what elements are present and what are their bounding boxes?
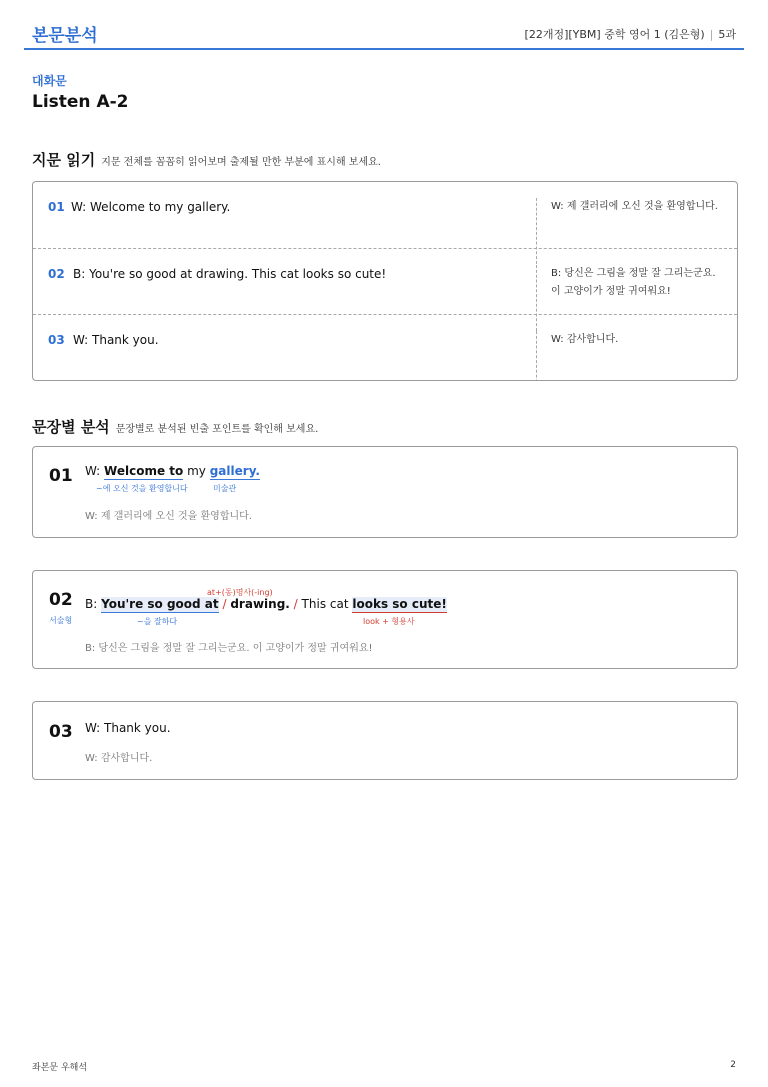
- sentence-box-01: [32, 446, 738, 538]
- sentence-number: 01: [49, 466, 73, 486]
- speaker: B:: [85, 597, 98, 611]
- korean-line: B: 당신은 그림을 정말 잘 그리는군요.: [551, 268, 716, 279]
- reading-row: [33, 314, 737, 380]
- reading-row: [33, 182, 737, 248]
- note-gallery: 미술관: [213, 484, 237, 493]
- sentence-english: W: Thank you.: [85, 721, 171, 735]
- slash-mark: /: [222, 597, 227, 611]
- word-my: my: [187, 464, 206, 478]
- sentence-korean: W: 감사합니다.: [85, 753, 153, 764]
- sentence-box-03: [32, 701, 738, 780]
- sentence-number: 02: [49, 590, 73, 610]
- reading-title: 지문 읽기: [32, 151, 96, 169]
- reading-table: [32, 181, 738, 381]
- phrase-this-cat: This cat: [301, 597, 349, 611]
- footer-label: 좌본문 우해석: [32, 1063, 88, 1073]
- reading-section-title: [32, 149, 381, 170]
- page-header: [24, 18, 744, 50]
- row-english: W: Welcome to my gallery.: [71, 200, 231, 214]
- page-number: 2: [730, 1060, 736, 1070]
- row-number: 01: [48, 200, 65, 214]
- analysis-description: 문장별로 분석된 빈출 포인트를 확인해 보세요.: [115, 424, 319, 435]
- row-number: 02: [48, 267, 65, 281]
- korean-line: W: 감사합니다.: [551, 334, 619, 345]
- note-look-adjective: look + 형용사: [363, 617, 415, 626]
- phrase-looks-so-cute: looks so cute!: [352, 597, 447, 611]
- phrase-good-at: You're so good at: [101, 597, 219, 611]
- sentence-korean: B: 당신은 그림을 정말 잘 그리는군요. 이 고양이가 정말 귀여워요!: [85, 643, 373, 654]
- row-english: B: You're so good at drawing. This cat looks so cute!: [73, 267, 387, 281]
- sentence-tag: 서술형: [49, 616, 73, 625]
- note-at-gerund: at+(동)명사(-ing): [207, 588, 273, 597]
- sentence-number: 03: [49, 722, 73, 742]
- sentence-english: [85, 464, 260, 478]
- korean-line: 이 고양이가 정말 귀여워요!: [551, 286, 671, 297]
- row-korean: [536, 331, 736, 381]
- analysis-section-title: [32, 416, 318, 437]
- category-label: 대화문: [32, 74, 67, 88]
- sentence-box-02: [32, 570, 738, 669]
- sentence-korean: W: 제 갤러리에 오신 것을 환영합니다.: [85, 511, 252, 522]
- lesson-title: Listen A-2: [32, 92, 129, 112]
- korean-line: W: 제 갤러리에 오신 것을 환영합니다.: [551, 201, 718, 212]
- header-separator: |: [709, 28, 714, 41]
- page-title: 본문분석: [32, 26, 98, 46]
- book-name: [22개정][YBM] 중학 영어 1 (김은형): [524, 28, 705, 41]
- unit-label: 5과: [718, 28, 736, 41]
- reading-row: [33, 248, 737, 314]
- reading-description: 지문 전체를 꼼꼼히 읽어보며 출제될 만한 부분에 표시해 보세요.: [101, 157, 381, 168]
- row-number: 03: [48, 333, 65, 347]
- phrase-gallery: gallery.: [209, 464, 260, 478]
- phrase-drawing: drawing.: [230, 597, 290, 611]
- row-english: W: Thank you.: [73, 333, 159, 347]
- book-info: [525, 26, 736, 42]
- slash-mark: /: [293, 597, 298, 611]
- phrase-welcome-to: Welcome to: [104, 464, 184, 478]
- sentence-english: [85, 597, 447, 611]
- analysis-title: 문장별 분석: [32, 418, 110, 436]
- note-welcome-to: ~에 오신 것을 환영합니다: [96, 484, 188, 493]
- note-good-at: ~을 잘하다: [137, 617, 178, 626]
- speaker: W:: [85, 464, 101, 478]
